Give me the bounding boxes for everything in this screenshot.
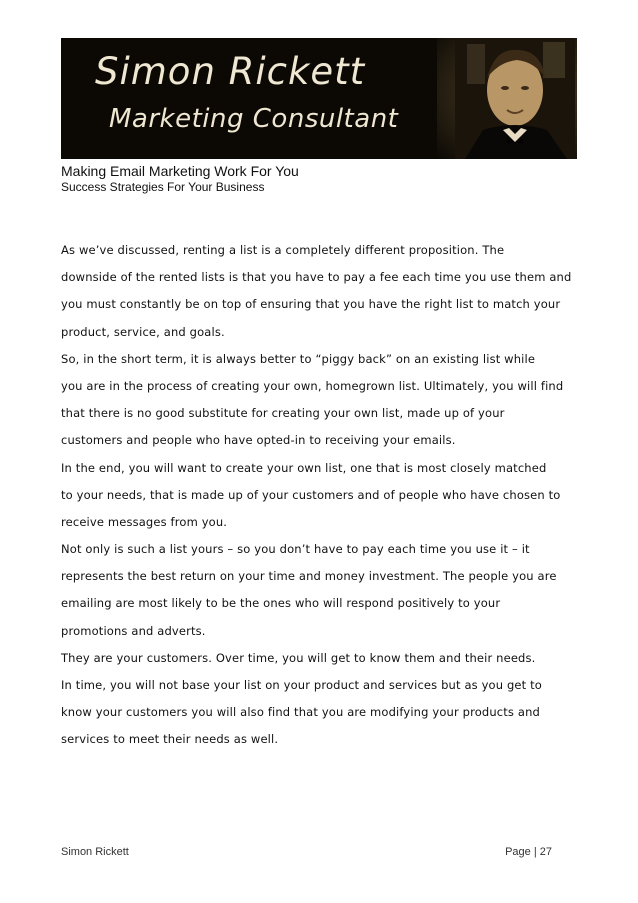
document-subtitle: Success Strategies For Your Business [61,180,265,194]
body-line: promotions and adverts. [61,623,206,638]
header-banner [61,38,577,159]
body-line: services to meet their needs as well. [61,732,279,747]
body-line: Not only is such a list yours – so you don’t have to pay each time you use it – it [61,542,530,557]
body-line: represents the best return on your time and money investment. The people you are [61,569,557,584]
body-line: you must constantly be on top of ensuring that you have the right list to match your [61,297,561,312]
body-line: In the end, you will want to create your own list, one that is most closely matched [61,460,547,475]
body-line: you are in the process of creating your own, homegrown list. Ultimately, you will find [61,378,564,393]
body-line: receive messages from you. [61,514,228,529]
banner-name: Simon Rickett [95,50,366,93]
footer-author: Simon Rickett [61,846,129,858]
portrait-photo [455,38,575,159]
body-line: They are your customers. Over time, you will get to know them and their needs. [61,650,536,665]
banner-role: Marketing Consultant [109,104,399,134]
body-line: that there is no good substitute for creating your own list, made up of your [61,406,505,421]
body-line: to your needs, that is made up of your customers and of people who have chosen to [61,487,561,502]
body-line: emailing are most likely to be the ones who will respond positively to your [61,596,501,611]
body-line: customers and people who have opted-in to receiving your emails. [61,433,456,448]
body-line: In time, you will not base your list on your product and services but as you get to [61,678,542,692]
document-title: Making Email Marketing Work For You [61,163,299,179]
body-line: As we’ve discussed, renting a list is a completely different proposition. The [61,243,505,257]
footer-page-number: Page | 27 [505,846,552,858]
body-line: know your customers you will also find that you are modifying your products and [61,705,540,720]
body-line: So, in the short term, it is always better to “piggy back” on an existing list while [61,351,536,366]
body-text [61,237,591,754]
body-line: downside of the rented lists is that you have to pay a fee each time you use them and [61,270,572,285]
body-line: product, service, and goals. [61,324,225,339]
